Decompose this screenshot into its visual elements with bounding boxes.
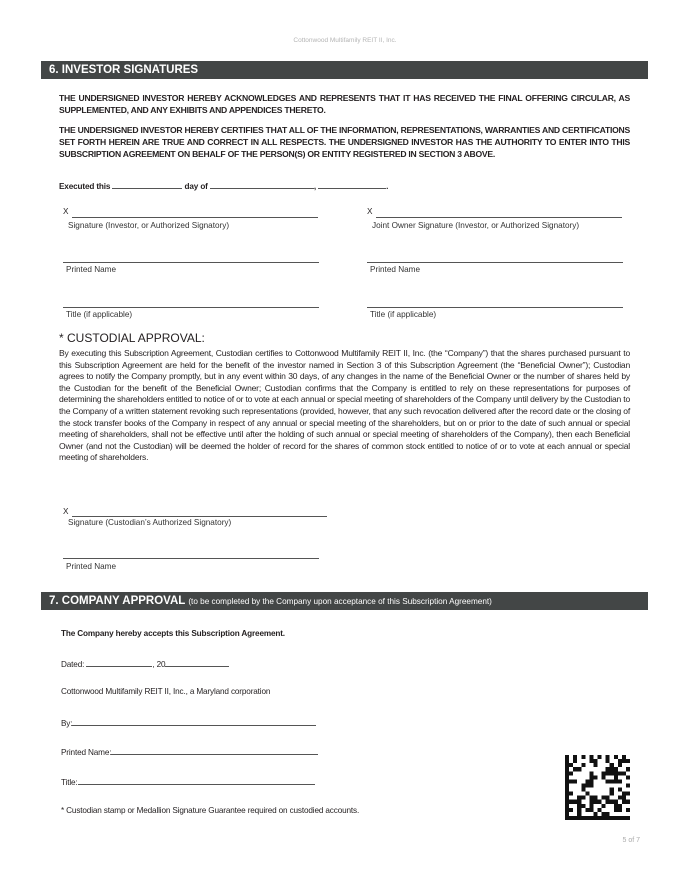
barcode-cell [602,796,606,800]
barcode-cell [618,804,622,808]
barcode-cell [565,804,569,808]
barcode-cell [581,796,585,800]
barcode-cell [573,755,577,759]
barcode-cell [610,788,614,792]
barcode-cell [589,800,593,804]
executed-line [59,180,388,191]
barcode-cell [610,763,614,767]
company-printed-name-line [61,746,318,757]
barcode-cell [614,804,618,808]
company-name-line: Cottonwood Multifamily REIT II, Inc., a Maryland corporation [61,687,271,696]
year-prefix: , 20 [152,660,166,669]
barcode-cell [622,755,626,759]
barcode-cell [589,816,593,820]
title-label: Title: [61,778,78,787]
by-label: By: [61,719,73,728]
barcode-cell [589,796,593,800]
barcode-cell [565,763,569,767]
barcode-cell [622,796,626,800]
barcode-cell [581,763,585,767]
barcode-cell [569,792,573,796]
barcode-cell [618,779,622,783]
barcode-cell [589,783,593,787]
barcode-cell [610,800,614,804]
barcode-cell [565,775,569,779]
barcode-cell [569,779,573,783]
barcode-cell [573,816,577,820]
custodian-signature-field[interactable] [72,516,327,517]
barcode-cell [565,779,569,783]
barcode-cell [569,763,573,767]
barcode-cell [614,771,618,775]
company-title-field[interactable] [78,776,315,785]
barcode-cell [610,779,614,783]
barcode-cell [610,816,614,820]
barcode-cell [585,783,589,787]
barcode-cell [618,763,622,767]
barcode-cell [577,796,581,800]
barcode-cell [618,759,622,763]
barcode-cell [606,767,610,771]
barcode-cell [614,767,618,771]
barcode-cell [585,792,589,796]
custodian-printed-name-field[interactable] [63,558,319,559]
barcode-cell [598,800,602,804]
barcode-cell [602,771,606,775]
barcode-cell [565,792,569,796]
executed-label: Executed this [59,182,111,191]
barcode-cell [593,796,597,800]
barcode-cell [573,779,577,783]
barcode-cell [618,788,622,792]
barcode-cell [610,771,614,775]
custodial-approval-heading: * CUSTODIAL APPROVAL: [59,331,205,345]
barcode-cell [581,755,585,759]
barcode-cell [565,796,569,800]
custodian-signature-label: Signature (Custodian’s Authorized Signatory) [68,518,232,527]
investor-title-field[interactable] [63,307,319,308]
dated-label: Dated: [61,660,85,669]
company-printed-name-field[interactable] [111,746,318,755]
barcode-cell [577,804,581,808]
barcode-cell [593,775,597,779]
joint-title-label: Title (if applicable) [370,310,437,319]
executed-month-field[interactable] [210,180,317,191]
day-of-label: day of [184,182,208,191]
barcode-cell [589,755,593,759]
barcode-cell [565,816,569,820]
barcode-cell [602,812,606,816]
barcode-cell [614,779,618,783]
x-mark: X [63,507,69,516]
barcode-cell [569,771,573,775]
barcode-cell [581,804,585,808]
investor-title-label: Title (if applicable) [66,310,133,319]
x-mark: X [367,207,373,216]
barcode-cell [614,816,618,820]
by-line [61,717,316,728]
barcode-cell [622,800,626,804]
barcode-cell [585,779,589,783]
barcode-cell [565,759,569,763]
barcode-cell [577,812,581,816]
barcode-cell [577,800,581,804]
custodial-approval-text: By executing this Subscription Agreement, Custodian certifies to Cottonwood Multifamily REIT II, Inc. (the “Company”) that the shares purchased pursuant to this Subscription Agreement are held for the benefit of the investor named in Section 3 of this Subscription Agreement (the “Beneficial Owner”); Custodian agrees to notify the Company promptly, but in any event within 30 days, of any changes in the name of the Beneficial Owner or the number of shares held by the Custodian for the benefit of the Beneficial Owner; Custodian confirms that the Company is entitled to rely on these representations for purposes of determining the shareholders entitled to notice of or to vote at each annual or special meeting of shareholders of the Company until delivery by the Custodian to the Company of a written statement revoking such representations (provided, however, that any such revocation delivered after the record date or the closing of the stock transfer books of the Company in respect of any annual or special meeting of the shareholders, but on or prior to the date of such annual or special meeting of shareholders, shall not be effective until after the holding of such annual or special meeting of shareholders of the Company), then each Beneficial Owner (and not the Custodian) will be deemed the holder of record for the shares of common stock entitled to notice of or to vote at each annual or special meeting of shareholders. [59,348,630,463]
datamatrix-barcode-icon [565,755,630,820]
period: . [386,182,389,191]
barcode-cell [614,775,618,779]
page-number: 5 of 7 [622,837,640,844]
section-6-header: 6. INVESTOR SIGNATURES [41,61,648,79]
barcode-cell [589,804,593,808]
barcode-cell [618,808,622,812]
barcode-cell [589,759,593,763]
barcode-cell [626,767,630,771]
year-field[interactable] [165,658,229,667]
section-7-header [41,592,648,610]
barcode-cell [626,816,630,820]
barcode-cell [622,816,626,820]
barcode-cell [626,792,630,796]
barcode-cell [589,775,593,779]
joint-printed-name-field[interactable] [367,262,623,263]
barcode-cell [565,800,569,804]
barcode-cell [606,779,610,783]
by-signature-field[interactable] [72,717,316,726]
executed-day-field[interactable] [112,180,182,189]
investor-signature-field[interactable] [72,217,318,218]
investor-printed-name-label: Printed Name [66,265,117,274]
acknowledgement-paragraph: THE UNDERSIGNED INVESTOR HEREBY ACKNOWLEDGES AND REPRESENTS THAT IT HAS RECEIVED THE FINAL OFFERING CIRCULAR, AS SUPPLEMENTED, AND ANY EXHIBITS AND APPENDICES THERETO. [59,93,630,115]
barcode-cell [606,796,610,800]
barcode-cell [606,755,610,759]
comma: , [313,182,317,191]
barcode-cell [618,771,622,775]
barcode-cell [606,816,610,820]
barcode-cell [577,767,581,771]
company-title-line [61,776,315,787]
barcode-cell [614,755,618,759]
section-7-title: 7. COMPANY APPROVAL [49,595,186,607]
joint-owner-signature-field[interactable] [376,217,622,218]
barcode-cell [614,800,618,804]
barcode-cell [626,775,630,779]
barcode-cell [622,792,626,796]
barcode-cell [593,800,597,804]
barcode-cell [622,771,626,775]
barcode-cell [565,812,569,816]
barcode-cell [585,816,589,820]
barcode-cell [565,755,569,759]
barcode-cell [598,755,602,759]
barcode-cell [565,767,569,771]
barcode-cell [593,763,597,767]
joint-title-field[interactable] [367,307,623,308]
dated-line [61,658,229,669]
barcode-cell [606,812,610,816]
certification-paragraph: THE UNDERSIGNED INVESTOR HEREBY CERTIFIES THAT ALL OF THE INFORMATION, REPRESENTATIONS, WARRANTIES AND CERTIFICATIONS SET FORTH HEREIN ARE TRUE AND CORRECT IN ALL RESPECTS. THE UNDERSIGNED INVESTOR HAS THE AUTHORITY TO ENTER INTO THIS SUBSCRIPTION AGREEMENT ON BEHALF OF THE PERSON(S) OR ENTITY REGISTERED IN SECTION 3 ABOVE. [59,125,630,159]
barcode-cell [569,808,573,812]
barcode-cell [577,816,581,820]
barcode-cell [606,759,610,763]
barcode-cell [610,767,614,771]
barcode-cell [577,808,581,812]
barcode-cell [622,759,626,763]
executed-year-field[interactable] [318,180,389,191]
barcode-cell [569,816,573,820]
barcode-cell [602,816,606,820]
barcode-cell [593,816,597,820]
barcode-cell [581,816,585,820]
barcode-cell [593,759,597,763]
barcode-cell [573,767,577,771]
barcode-cell [606,800,610,804]
barcode-cell [602,804,606,808]
barcode-cell [618,816,622,820]
barcode-cell [573,759,577,763]
investor-signature-label: Signature (Investor, or Authorized Signatory) [68,221,230,230]
printed-name-label: Printed Name: [61,748,112,757]
header-note: Cottonwood Multifamily REIT II, Inc. [293,37,397,44]
barcode-cell [589,808,593,812]
barcode-cell [626,808,630,812]
joint-printed-name-label: Printed Name [370,265,421,274]
barcode-cell [569,800,573,804]
barcode-cell [565,783,569,787]
barcode-cell [598,816,602,820]
barcode-cell [610,792,614,796]
barcode-cell [626,759,630,763]
barcode-cell [585,808,589,812]
barcode-cell [618,796,622,800]
company-accepts-text: The Company hereby accepts this Subscription Agreement. [61,629,285,638]
barcode-cell [581,783,585,787]
barcode-cell [598,808,602,812]
barcode-cell [589,771,593,775]
barcode-cell [602,775,606,779]
investor-printed-name-field[interactable] [63,262,319,263]
barcode-cell [626,783,630,787]
x-mark: X [63,207,69,216]
barcode-cell [565,808,569,812]
joint-owner-signature-label: Joint Owner Signature (Investor, or Authorized Signatory) [372,221,580,230]
barcode-cell [581,788,585,792]
barcode-cell [606,771,610,775]
barcode-cell [614,808,618,812]
barcode-cell [573,800,577,804]
dated-field[interactable] [86,658,152,667]
barcode-cell [565,788,569,792]
section-7-subtitle: (to be completed by the Company upon acceptance of this Subscription Agreement) [188,597,492,606]
custodian-printed-name-label: Printed Name [66,562,117,571]
barcode-cell [626,800,630,804]
barcode-cell [589,779,593,783]
barcode-cell [565,771,569,775]
barcode-cell [593,812,597,816]
footnote: * Custodian stamp or Medallion Signature Guarantee required on custodied accounts. [61,806,360,815]
